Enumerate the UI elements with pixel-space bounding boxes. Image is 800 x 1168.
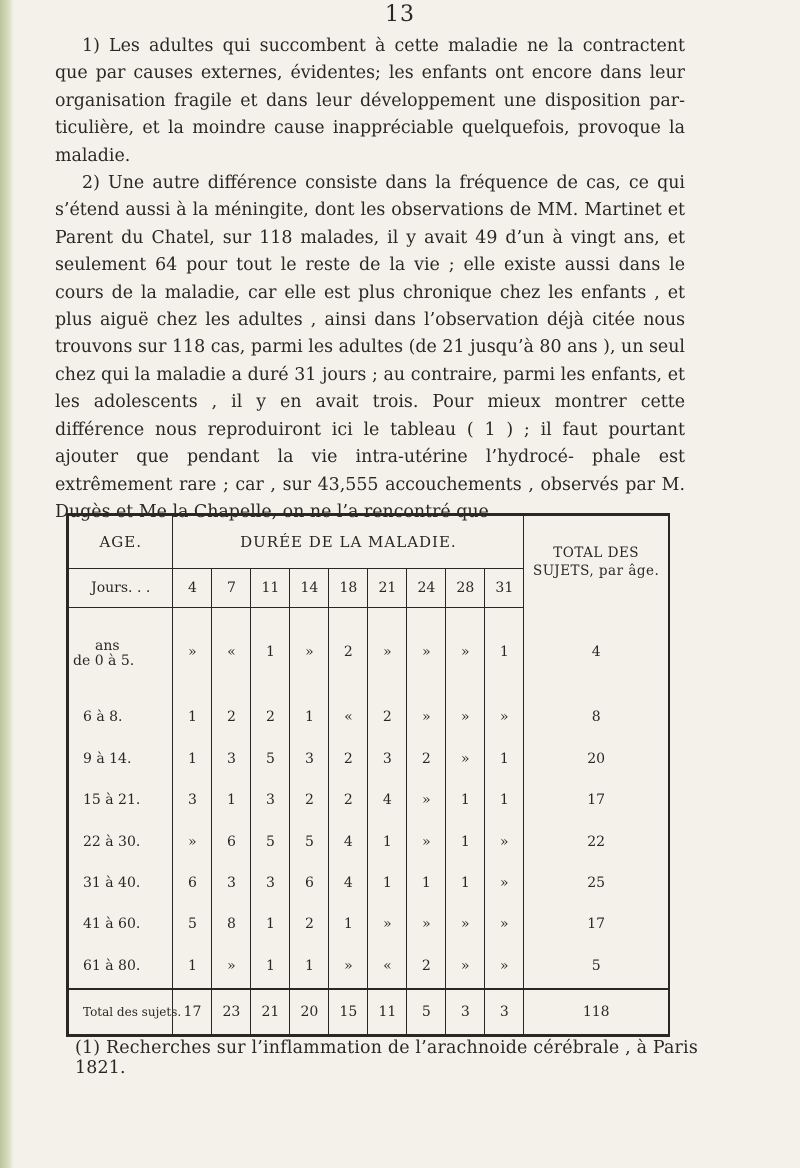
body-text bbox=[55, 33, 685, 526]
table-row bbox=[69, 904, 668, 945]
age-range-cell: 22 à 30. bbox=[69, 821, 173, 862]
count-cell: » bbox=[407, 608, 446, 697]
count-cell: 1 bbox=[368, 862, 407, 903]
count-cell: « bbox=[329, 697, 368, 738]
count-cell: 1 bbox=[368, 821, 407, 862]
page-number: 13 bbox=[385, 2, 415, 27]
count-cell: 1 bbox=[251, 904, 290, 945]
count-cell: 4 bbox=[368, 779, 407, 820]
count-cell: » bbox=[407, 779, 446, 820]
count-cell: 1 bbox=[446, 779, 485, 820]
table-row bbox=[69, 608, 668, 697]
count-cell: » bbox=[446, 904, 485, 945]
count-cell: « bbox=[212, 608, 251, 697]
count-cell: » bbox=[485, 945, 524, 989]
count-cell: 4 bbox=[329, 862, 368, 903]
row-total-cell: 5 bbox=[524, 945, 668, 989]
age-range-cell: 9 à 14. bbox=[69, 738, 173, 779]
count-cell: 5 bbox=[290, 821, 329, 862]
count-cell: 1 bbox=[407, 862, 446, 903]
day-header: 11 bbox=[251, 569, 290, 608]
age-range-cell bbox=[69, 608, 173, 697]
row-total-cell: 17 bbox=[524, 904, 668, 945]
count-cell: 1 bbox=[251, 945, 290, 989]
table-row bbox=[69, 738, 668, 779]
paragraph-2: 2) Une autre différence consiste dans la fréquence de cas, ce qui s’étend aussi à la méningite, dont les observations de MM. Martinet et Parent du Chatel, sur 118 malades, il y avait 49 d’un à vingt ans, et seulement 64 pour tout le reste de la vie ; elle existe aussi dans le cours de la maladie, car elle est plus chronique chez les enfants , et plus aiguë chez les adultes , ainsi dans l’observation déjà citée nous trouvons sur 118 cas, parmi les adultes (de 21 jusqu’à 80 ans ), un seul chez qui la maladie a duré 31 jours ; au contraire, parmi les enfants, et les adolescents , il y en avait trois. Pour mieux montrer cette différence nous reproduiront ici le tableau ( 1 ) ; il faut pourtant ajouter que pendant la vie intra-utérine l’hydrocé- phale est extrêmement rare ; car , sur 43,555 accouchements , observés par M. Dugès et Me la Chapelle, on ne l’a rencontré que bbox=[55, 173, 685, 522]
day-header: 7 bbox=[212, 569, 251, 608]
count-cell: 1 bbox=[173, 697, 212, 738]
table-row bbox=[69, 862, 668, 903]
count-cell: 1 bbox=[173, 945, 212, 989]
age-unit: ans bbox=[95, 638, 120, 655]
row-total-cell: 4 bbox=[524, 608, 668, 697]
count-cell: 2 bbox=[407, 738, 446, 779]
count-cell: 1 bbox=[290, 945, 329, 989]
count-cell: » bbox=[212, 945, 251, 989]
count-cell: 6 bbox=[212, 821, 251, 862]
count-cell: » bbox=[446, 738, 485, 779]
count-cell: 1 bbox=[290, 697, 329, 738]
count-cell: 1 bbox=[485, 779, 524, 820]
count-cell: 4 bbox=[329, 821, 368, 862]
column-total-cell: 17 bbox=[173, 989, 212, 1034]
age-duration-table bbox=[66, 513, 670, 1037]
count-cell: 6 bbox=[290, 862, 329, 903]
count-cell: 5 bbox=[251, 738, 290, 779]
row-total-cell: 22 bbox=[524, 821, 668, 862]
row-total-cell: 25 bbox=[524, 862, 668, 903]
count-cell: » bbox=[173, 608, 212, 697]
day-header: 24 bbox=[407, 569, 446, 608]
count-cell: » bbox=[485, 821, 524, 862]
count-cell: 1 bbox=[251, 608, 290, 697]
day-header: 18 bbox=[329, 569, 368, 608]
column-total-cell: 20 bbox=[290, 989, 329, 1034]
count-cell: 2 bbox=[329, 779, 368, 820]
row-total-cell: 20 bbox=[524, 738, 668, 779]
count-cell: 5 bbox=[173, 904, 212, 945]
age-range-cell: 31 à 40. bbox=[69, 862, 173, 903]
count-cell: 1 bbox=[446, 821, 485, 862]
count-cell: » bbox=[407, 904, 446, 945]
table-row bbox=[69, 821, 668, 862]
day-header: 28 bbox=[446, 569, 485, 608]
age-range-cell: 61 à 80. bbox=[69, 945, 173, 989]
column-total-cell: 5 bbox=[407, 989, 446, 1034]
column-total-cell: 3 bbox=[446, 989, 485, 1034]
age-range-cell: 41 à 60. bbox=[69, 904, 173, 945]
age-range-cell: 15 à 21. bbox=[69, 779, 173, 820]
paragraph-1: 1) Les adultes qui succombent à cette maladie ne la contractent que par causes externes, évidentes; les enfants ont encore dans leur organisation fragile et dans leur développement une disposition par- ticulière, et la moindre cause inappréciable quelquefois, provoque la maladie. bbox=[55, 36, 685, 166]
count-cell: 1 bbox=[173, 738, 212, 779]
count-cell: 2 bbox=[251, 697, 290, 738]
table-row bbox=[69, 779, 668, 820]
count-cell: 1 bbox=[485, 738, 524, 779]
count-cell: 3 bbox=[290, 738, 329, 779]
column-total-cell: 15 bbox=[329, 989, 368, 1034]
count-cell: » bbox=[290, 608, 329, 697]
header-duration: DURÉE DE LA MALADIE. bbox=[173, 516, 524, 569]
count-cell: 8 bbox=[212, 904, 251, 945]
count-cell: 2 bbox=[290, 904, 329, 945]
totals-label: Total des sujets. bbox=[69, 989, 173, 1034]
count-cell: « bbox=[368, 945, 407, 989]
count-cell: 1 bbox=[212, 779, 251, 820]
count-cell: » bbox=[485, 904, 524, 945]
count-cell: 1 bbox=[329, 904, 368, 945]
age-range-cell: 6 à 8. bbox=[69, 697, 173, 738]
count-cell: 3 bbox=[251, 862, 290, 903]
count-cell: » bbox=[407, 821, 446, 862]
count-cell: 3 bbox=[368, 738, 407, 779]
count-cell: » bbox=[485, 697, 524, 738]
count-cell: 3 bbox=[212, 862, 251, 903]
days-label: Jours. . . bbox=[69, 569, 173, 608]
count-cell: » bbox=[407, 697, 446, 738]
count-cell: 2 bbox=[329, 608, 368, 697]
count-cell: 3 bbox=[173, 779, 212, 820]
column-total-cell: 21 bbox=[251, 989, 290, 1034]
count-cell: 3 bbox=[212, 738, 251, 779]
page-binding-edge bbox=[0, 0, 14, 1168]
count-cell: » bbox=[446, 608, 485, 697]
header-age: AGE. bbox=[69, 516, 173, 569]
count-cell: 5 bbox=[251, 821, 290, 862]
day-header: 4 bbox=[173, 569, 212, 608]
count-cell: 2 bbox=[212, 697, 251, 738]
count-cell: 2 bbox=[407, 945, 446, 989]
count-cell: » bbox=[446, 697, 485, 738]
count-cell: » bbox=[329, 945, 368, 989]
count-cell: 2 bbox=[329, 738, 368, 779]
column-total-cell: 11 bbox=[368, 989, 407, 1034]
totals-row bbox=[69, 989, 668, 1034]
row-total-cell: 17 bbox=[524, 779, 668, 820]
count-cell: » bbox=[368, 904, 407, 945]
grand-total-cell: 118 bbox=[524, 989, 668, 1034]
row-total-cell: 8 bbox=[524, 697, 668, 738]
count-cell: » bbox=[368, 608, 407, 697]
column-total-cell: 23 bbox=[212, 989, 251, 1034]
day-header: 31 bbox=[485, 569, 524, 608]
table-row bbox=[69, 697, 668, 738]
count-cell: 2 bbox=[290, 779, 329, 820]
count-cell: 1 bbox=[485, 608, 524, 697]
day-header: 21 bbox=[368, 569, 407, 608]
age-range: de 0 à 5. bbox=[73, 653, 135, 670]
count-cell: 3 bbox=[251, 779, 290, 820]
day-header: 14 bbox=[290, 569, 329, 608]
count-cell: 2 bbox=[368, 697, 407, 738]
header-total: TOTAL DES SUJETS, par âge. bbox=[524, 516, 668, 608]
count-cell: » bbox=[446, 945, 485, 989]
count-cell: » bbox=[173, 821, 212, 862]
footnote: (1) Recherches sur l’inflammation de l’arachnoide cérébrale , à Paris 1821. bbox=[75, 1038, 698, 1078]
count-cell: 1 bbox=[446, 862, 485, 903]
count-cell: 6 bbox=[173, 862, 212, 903]
column-total-cell: 3 bbox=[485, 989, 524, 1034]
count-cell: » bbox=[485, 862, 524, 903]
table-row bbox=[69, 945, 668, 989]
